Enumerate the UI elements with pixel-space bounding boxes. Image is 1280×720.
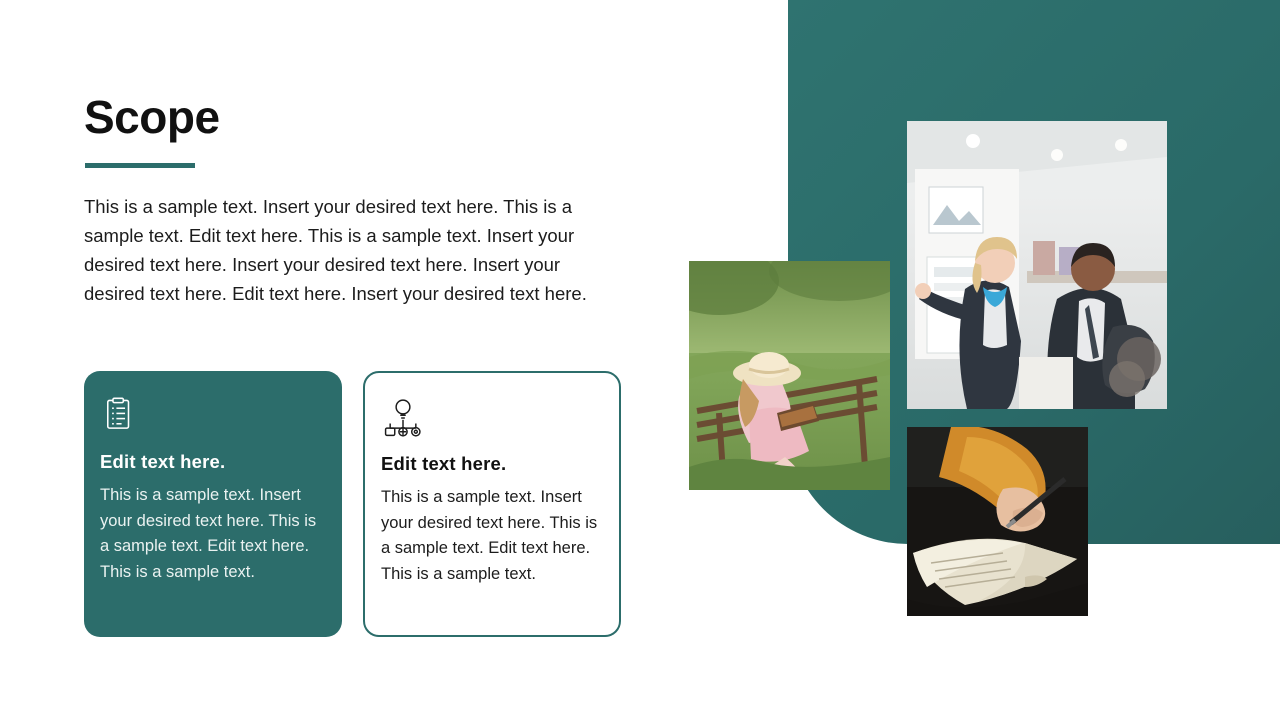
document-checklist-icon xyxy=(100,395,326,437)
girl-reading-on-bench-photo xyxy=(689,261,890,490)
title-underline-rule xyxy=(85,163,195,168)
idea-lightbulb-network-icon xyxy=(381,397,603,439)
hand-writing-in-book-photo xyxy=(907,427,1088,616)
info-card-outlined[interactable] xyxy=(363,371,621,637)
card-heading: Edit text here. xyxy=(381,453,507,474)
info-card-filled[interactable] xyxy=(84,371,342,637)
body-paragraph: This is a sample text. Insert your desired text here. This is a sample text. Edit text here. This is a sample text. Insert your desired text here. Insert your desired text here. Insert your desired text here. Edit text here. Insert your desired text here. xyxy=(84,196,587,304)
card-body-text: This is a sample text. Insert your desired text here. This is a sample text. Edit text here. This is a sample text. xyxy=(100,486,317,581)
card-heading: Edit text here. xyxy=(100,451,226,472)
page-title: Scope xyxy=(84,91,220,143)
shop-assistant-and-customer-photo xyxy=(907,121,1167,409)
card-body-text: This is a sample text. Insert your desired text here. This is a sample text. Edit text here. This is a sample text. xyxy=(381,488,598,583)
